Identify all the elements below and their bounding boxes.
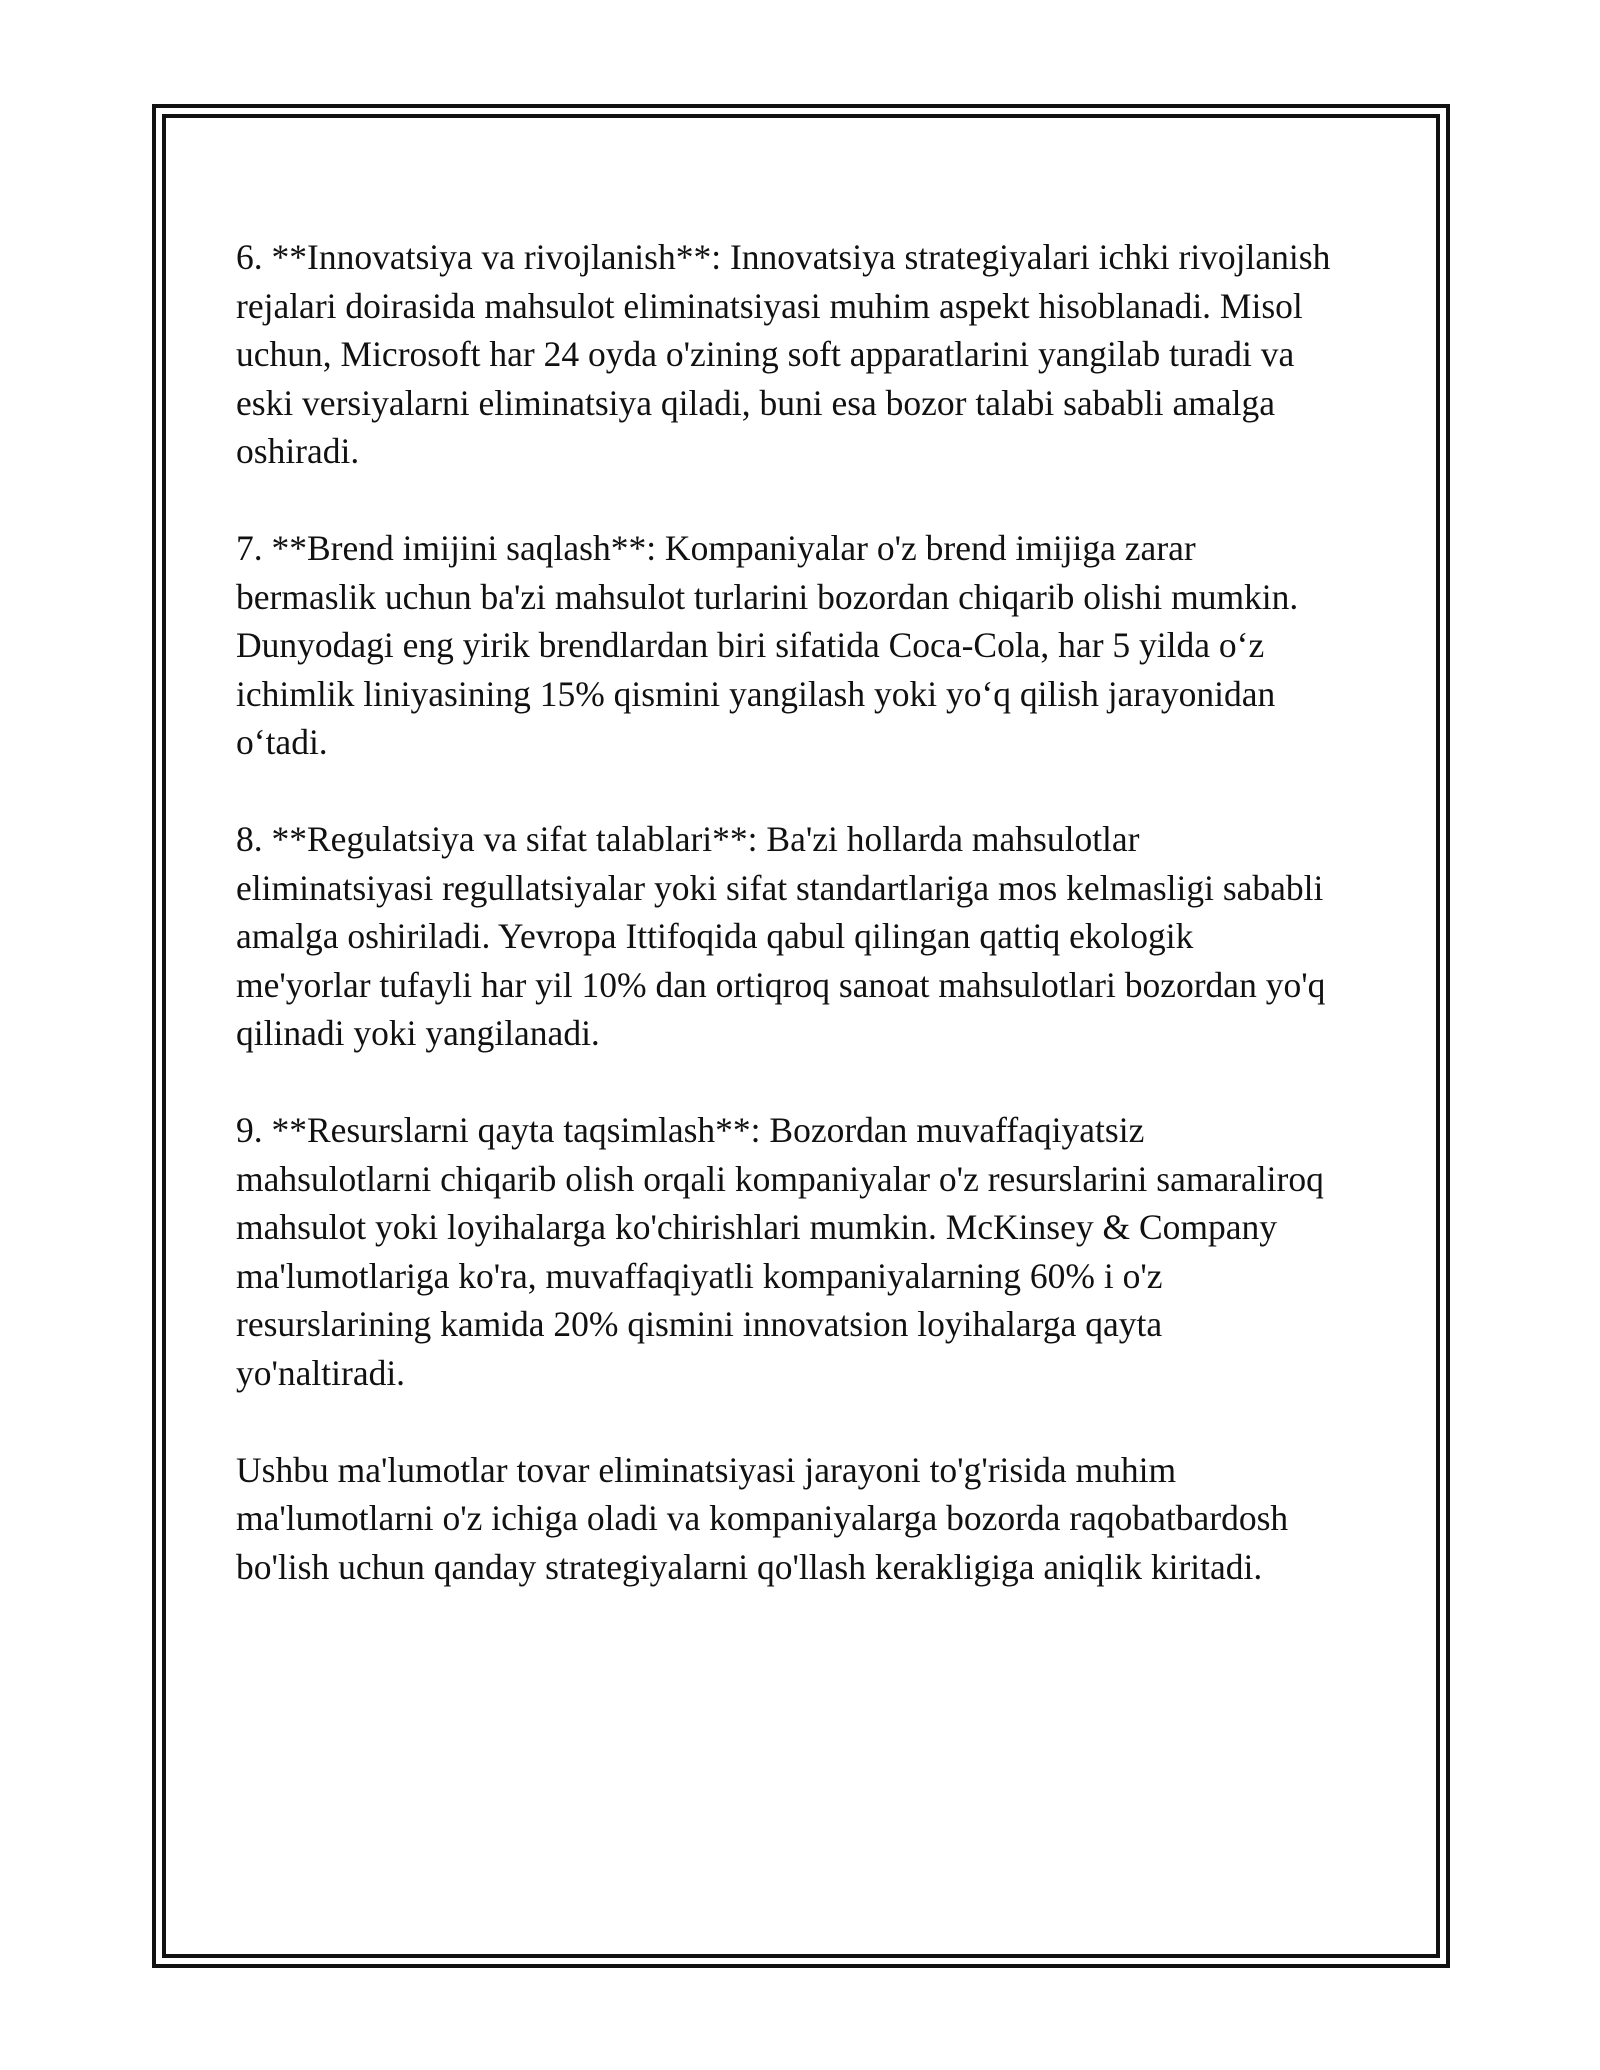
text-line: eski versiyalarni eliminatsiya qiladi, buni esa bozor talabi sababli amalga xyxy=(236,382,1276,423)
text-line: 9. **Resurslarni qayta taqsimlash**: Bozordan muvaffaqiyatsiz xyxy=(236,1110,1145,1150)
text-line: me'yorlar tufayli har yil 10% dan ortiqroq sanoat mahsulotlari bozordan yo'q xyxy=(236,964,1326,1005)
text-line: mahsulot yoki loyihalarga ko'chirishlari mumkin. McKinsey & Company xyxy=(236,1207,1278,1247)
text-line: yo'naltiradi. xyxy=(236,1352,406,1393)
paragraph-innovation xyxy=(236,233,1386,476)
text-line: ma'lumotlariga ko'ra, muvaffaqiyatli kompaniyalarning 60% i o'z xyxy=(236,1255,1163,1296)
text-line: o‘tadi. xyxy=(236,722,328,762)
paragraph-resources xyxy=(236,1106,1386,1397)
text-line: uchun, Microsoft har 24 oyda o'zining soft apparatlarini yangilab turadi va xyxy=(236,334,1295,374)
text-line: ma'lumotlarni o'z ichiga oladi va kompaniyalarga bozorda raqobatbardosh xyxy=(236,1498,1289,1538)
document-body xyxy=(236,233,1386,1640)
text-line: eliminatsiyasi regullatsiyalar yoki sifat standartlariga mos kelmasligi sababli xyxy=(236,867,1324,908)
text-line: 6. **Innovatsiya va rivojlanish**: Innovatsiya strategiyalari ichki rivojlanish xyxy=(236,237,1331,277)
text-line: ichimlik liniyasining 15% qismini yangilash yoki yo‘q qilish jarayonidan xyxy=(236,673,1276,714)
text-line: resurslarining kamida 20% qismini innovatsion loyihalarga qayta xyxy=(236,1304,1163,1344)
paragraph-regulation xyxy=(236,815,1386,1058)
text-line: bermaslik uchun ba'zi mahsulot turlarini bozordan chiqarib olishi mumkin. xyxy=(236,576,1299,617)
text-line: mahsulotlarni chiqarib olish orqali kompaniyalar o'z resurslarini samaraliroq xyxy=(236,1158,1324,1199)
text-line: 8. **Regulatsiya va sifat talablari**: Ba'zi hollarda mahsulotlar xyxy=(236,819,1140,859)
text-line: qilinadi yoki yangilanadi. xyxy=(236,1013,600,1053)
text-line: bo'lish uchun qanday strategiyalarni qo'llash kerakligiga aniqlik kiritadi. xyxy=(236,1546,1263,1587)
text-line: Dunyodagi eng yirik brendlardan biri sifatida Coca-Cola, har 5 yilda o‘z xyxy=(236,625,1265,665)
text-line: oshiradi. xyxy=(236,431,360,471)
text-line: amalga oshiriladi. Yevropa Ittifoqida qabul qilingan qattiq ekologik xyxy=(236,916,1194,956)
text-line: Ushbu ma'lumotlar tovar eliminatsiyasi jarayoni to'g'risida muhim xyxy=(236,1449,1177,1490)
text-line: 7. **Brend imijini saqlash**: Kompaniyalar o'z brend imijiga zarar xyxy=(236,528,1196,568)
paragraph-conclusion xyxy=(236,1446,1386,1592)
paragraph-brand-image xyxy=(236,524,1386,767)
text-line: rejalari doirasida mahsulot eliminatsiyasi muhim aspekt hisoblanadi. Misol xyxy=(236,285,1303,326)
